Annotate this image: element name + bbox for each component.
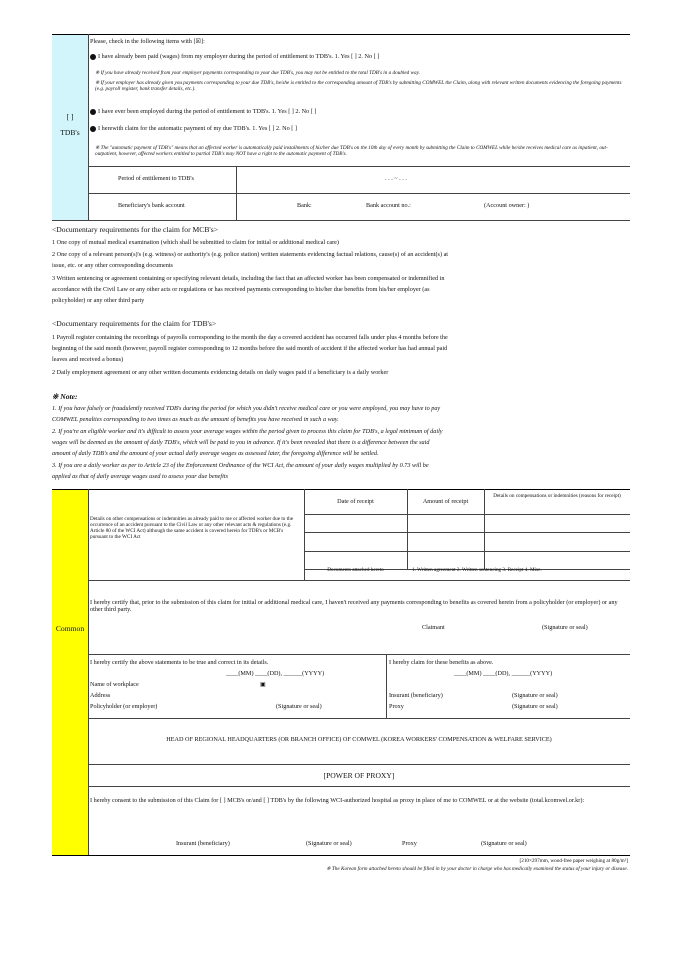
mcb-docs-heading: <Documentary requirements for the claim for MCB's> (52, 225, 218, 234)
certification-no-payments: I hereby certify that, prior to the submission of this claim for initial or additional medical care, I haven't received any payments corresponding to benefits as covered herein from a policyholder (or employer) or any other third party. (90, 599, 618, 614)
tdb-q3-note: ※ The "automatic payment of TDB's" means that an affected worker is automatically paid installments of his/her due TDB's on the 10th day of every month by submitting the Claim to COMWEL while he/she receives medical care as inpatient, out-outpatient, however, affected workers entitled to partial TDB's may NOT have a right to the automatic payment of TDB's. (95, 145, 608, 157)
workplace-name-label: Name of workplace (90, 681, 139, 688)
tdb-q1-text: I have already been paid (wages) from my employer during the period of entitlement to TDB's. 1. Yes [ ] 2. No [ ] (98, 53, 380, 60)
comwel-head-addressee: HEAD OF REGIONAL HEADQUARTERS (OR BRANCH OFFICE) OF COMWEL (KOREA WORKERS' COMPENSATION & WELFARE SERVICE) (166, 736, 552, 743)
compensation-description: Details on other compensations or indemnities as already paid to me or affected worker due to the occurrence of an accident pursuant to the Civil Law or any other relevant acts & regulations (e.g. Article 80 of the WCI Act) although the same accident is covered herein for TDB's or MCB's pursuant to the WCI Act (90, 516, 294, 540)
bullet-icon (90, 54, 96, 60)
proxy-signature[interactable]: (Signature or seal) (512, 703, 558, 710)
bank-account-label: Beneficiary's bank account (118, 202, 185, 209)
address-label: Address (90, 692, 111, 699)
certification-true-correct: I hereby certify the above statements to be true and correct in its details. (90, 659, 269, 666)
poa-insurant-signature[interactable]: (Signature or seal) (306, 840, 352, 847)
date-left[interactable]: ____(MM) ____(DD), ______(YYYY) (226, 670, 325, 677)
col-amount-of-receipt: Amount of receipt (422, 498, 469, 505)
tdb-q1-note-b: ※ If your employer has already given you payments corresponding to your due TDB's, he/she is entitled to the corresponding amount of TDB's by submitting COMWEL the Claim, along with relevant written documents evidencing the foregoing payments (e.g. payroll register, bank transfer details, etc.). (95, 80, 622, 92)
mcb-doc-item: 3 Written sentencing or agreement containing or specifying relevant details, including the fact that an affected worker has been compensated or indemnified in (52, 275, 445, 282)
mcb-doc-item: 2 One copy of a relevant person(s)'s (e.g. witness) or authority's (e.g. police station) written statements evidencing factual relations, cause(s) of an accident(s) at (52, 251, 449, 258)
mcb-doc-item: accordance with the Civil Law or any other acts or regulations or has received payments corresponding to his/her due benefits from his/her employer (as (52, 286, 430, 293)
bank-account-field[interactable]: Bank account no.: (366, 202, 411, 209)
bank-name-field[interactable]: Bank: (297, 202, 312, 209)
tdb-docs-heading: <Documentary requirements for the claim for TDB's> (52, 319, 217, 328)
tdb-question-1[interactable] (90, 53, 379, 60)
documents-attached-options[interactable]: 1. Written agreement 2. Written sentencing 3. Receipt 4. Misc. (412, 567, 542, 573)
documents-attached-label: Documents attached hereto (327, 567, 384, 573)
tdb-side-label: TDB's (60, 128, 80, 137)
tdb-q3-text: I herewith claim for the automatic payment of my due TDB's. 1. Yes [ ] 2. No [ ] (98, 125, 297, 132)
korean-form-note: ※ The Korean form attached hereto should be filled in by your doctor in charge who has medically examined the status of your injury or disease. (326, 866, 628, 872)
col-date-of-receipt: Date of receipt (337, 498, 374, 505)
seal-icon: ▣ (260, 681, 266, 688)
period-value[interactable]: . . . ~ . . . (385, 175, 407, 182)
note-item: applied as that of daily average wages used to assess your due benefits (52, 473, 228, 480)
note-item: COMWEL penalties corresponding to two times as much as the amount of benefits you have received in such a way. (52, 416, 339, 423)
claim-statement: I hereby claim for these benefits as above. (389, 659, 494, 666)
period-label: Period of entitlement to TDB's (118, 175, 194, 182)
account-owner-field[interactable]: (Account owner: ) (484, 202, 530, 209)
tdb-check-bracket[interactable]: [ ] (66, 112, 74, 121)
policyholder-signature[interactable]: (Signature or seal) (276, 703, 322, 710)
proxy-label: Proxy (389, 703, 404, 710)
tdb-question-3[interactable] (90, 125, 297, 132)
note-item: 2. If you're an eligible worker and it's difficult to assess your average wages within the period given to process this claim for TDB's, a legal minimum of daily (52, 428, 443, 435)
tdb-doc-item: leaves and received a bonus) (52, 356, 124, 363)
policyholder-label: Policyholder (or employer) (90, 703, 158, 710)
tdb-intro: Please, check in the following items with [☒]: (90, 38, 205, 45)
notes-heading: ※ Note: (52, 392, 78, 401)
power-of-proxy-text: I hereby consent to the submission of this Claim for [ ] MCB's or/and [ ] TDB's by the following WCI-authorized hospital as proxy in place of me to COMWEL or at the website (total.kcomwel.or.kr): (90, 797, 585, 804)
poa-insurant-label: Insurant (beneficiary) (176, 840, 230, 847)
poa-proxy-signature[interactable]: (Signature or seal) (481, 840, 527, 847)
date-right[interactable]: ____(MM) ____(DD), ______(YYYY) (454, 670, 553, 677)
mcb-doc-item: 1 One copy of mutual medical examination (which shall be submitted to claim for initial or additional medical care) (52, 239, 339, 246)
common-side-panel (52, 489, 88, 855)
bullet-icon (90, 109, 96, 115)
tdb-q2-text: I have ever been employed during the period of entitlement to TDB's. 1. Yes [ ] 2. No [ ] (98, 108, 317, 115)
tdb-question-2[interactable] (90, 108, 316, 115)
tdb-side-panel (52, 34, 88, 220)
insurant-signature[interactable]: (Signature or seal) (512, 692, 558, 699)
paper-spec: [210×297mm, wood-free paper weighing at 80g/m²] (519, 858, 628, 864)
tdb-doc-item: 2 Daily employment agreement or any other written documents evidencing details on daily wages paid if a beneficiary is a daily worker (52, 369, 389, 376)
col-compensation-details: Details on compensations or indemnities (reasons for receipt) (493, 493, 621, 499)
power-of-proxy-title: [POWER OF PROXY] (323, 771, 395, 780)
tdb-q1-note-a: ※ If you have already received from your employer payments corresponding to your due TDB's, you may not be entitled to the total TDB's in a doubled way. (95, 70, 420, 76)
tdb-doc-item: 1 Payroll register containing the recordings of payrolls corresponding to the month the day a covered accident has occurred falls under plus 4 months before the (52, 334, 448, 341)
note-item: 3. If you are a daily worker as per to Article 23 of the Enforcement Ordinance of the WCI Act, the amount of your daily wages multiplied by 0.73 will be (52, 462, 429, 469)
mcb-doc-item: policyholder) or any other third party (52, 297, 145, 304)
note-item: amount of daily TDB's and the amount of your actual daily average wages as assessed later, the foregoing difference will be settled. (52, 450, 379, 457)
note-item: 1. If you have falsely or fraudulently received TDB's during the period for which you didn't receive medical care or you were employed, you may have to pay (52, 405, 441, 412)
insurant-label: Insurant (beneficiary) (389, 692, 443, 699)
common-side-label: Common (55, 624, 85, 633)
tdb-doc-item: beginning of the said month (however, payroll register corresponding to 12 months before the said month of accident if the affected worker has had annual paid (52, 345, 448, 352)
mcb-doc-item: issue, etc. or any other corresponding documents (52, 262, 173, 269)
bullet-icon (90, 126, 96, 132)
claimant-signature[interactable]: (Signature or seal) (542, 624, 588, 631)
note-item: wages will be deemed as the amount of daily TDB's, which will be paid to you in advance. If it's been revealed that there is a difference between the said (52, 439, 430, 446)
poa-proxy-label: Proxy (402, 840, 417, 847)
claimant-label: Claimant (422, 624, 445, 631)
